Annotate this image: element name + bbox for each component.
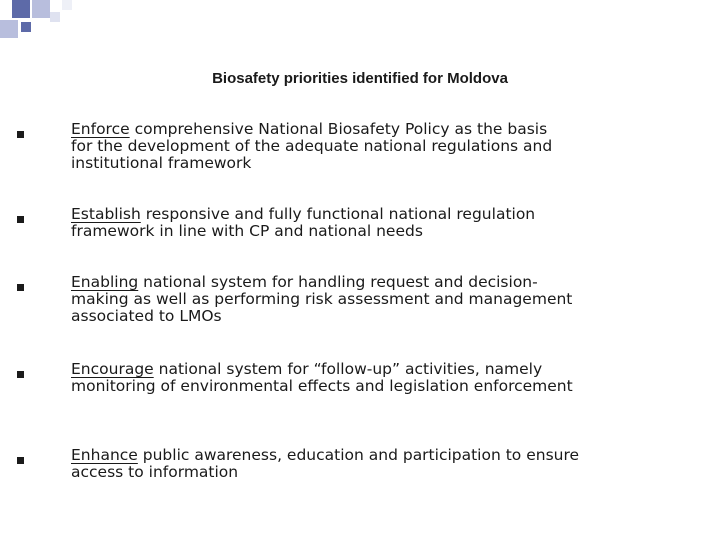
bullet-lead-word: Enabling bbox=[71, 273, 139, 291]
bullet-line: for the development of the adequate national regulations and bbox=[71, 137, 553, 155]
bullet-text bbox=[71, 121, 701, 172]
bullet-marker-icon bbox=[17, 371, 24, 378]
bullet-line: associated to LMOs bbox=[71, 307, 222, 325]
bullet-line: responsive and fully functional national regulation bbox=[140, 205, 536, 223]
bullet-line: access to information bbox=[71, 463, 239, 481]
bullet-line: public awareness, education and participation to ensure bbox=[137, 446, 580, 464]
bullet-lead-word: Enhance bbox=[71, 446, 138, 464]
bullet-text bbox=[71, 206, 701, 240]
bullet-line: comprehensive National Biosafety Policy as the basis bbox=[129, 120, 548, 138]
bullet-marker-icon bbox=[17, 216, 24, 223]
bullet-line: institutional framework bbox=[71, 154, 252, 172]
bullet-text bbox=[71, 274, 701, 325]
bullet-line: monitoring of environmental effects and legislation enforcement bbox=[71, 377, 573, 395]
bullet-line: framework in line with CP and national needs bbox=[71, 222, 423, 240]
bullet-lead-word: Encourage bbox=[71, 360, 154, 378]
bullet-lead-word: Establish bbox=[71, 205, 141, 223]
slide-title: Biosafety priorities identified for Moldova bbox=[212, 70, 508, 87]
bullet-lead-word: Enforce bbox=[71, 120, 130, 138]
bullet-text bbox=[71, 361, 701, 395]
bullet-text bbox=[71, 447, 701, 481]
bullet-line: national system for handling request and decision- bbox=[138, 273, 538, 291]
bullet-line: making as well as performing risk assessment and management bbox=[71, 290, 573, 308]
bullet-marker-icon bbox=[17, 284, 24, 291]
bullet-marker-icon bbox=[17, 457, 24, 464]
bullet-marker-icon bbox=[17, 131, 24, 138]
bullet-line: national system for “follow-up” activities, namely bbox=[153, 360, 543, 378]
